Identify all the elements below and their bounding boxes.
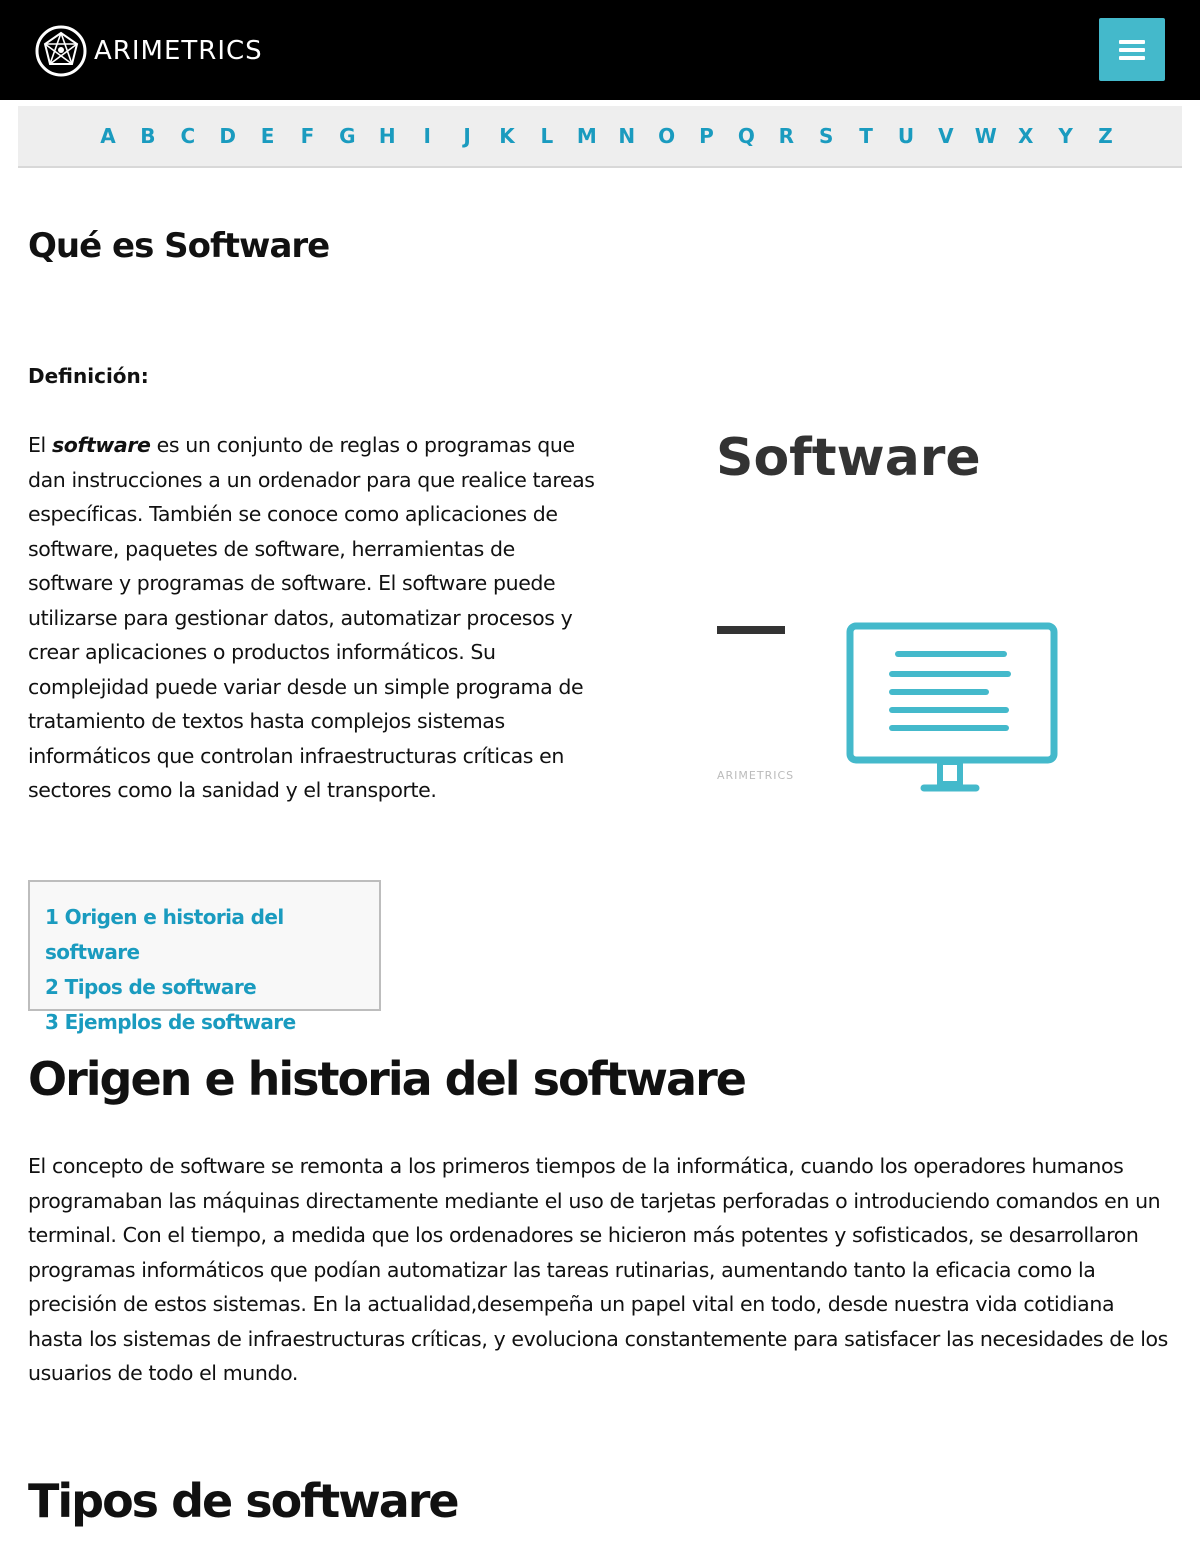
table-of-contents bbox=[28, 880, 381, 1034]
toc-link-origen[interactable]: 1 Origen e historia del software bbox=[45, 905, 284, 964]
alphabet-letter-y[interactable]: Y bbox=[1058, 124, 1073, 148]
alphabet-letter-g[interactable]: G bbox=[339, 124, 356, 148]
alphabet-letter-q[interactable]: Q bbox=[737, 124, 755, 148]
hamburger-menu-icon bbox=[1119, 36, 1145, 64]
brand-name: ARIMETRICS bbox=[94, 36, 263, 66]
alphabet-letter-e[interactable]: E bbox=[260, 124, 275, 148]
alphabet-letter-r[interactable]: R bbox=[778, 124, 794, 148]
alphabet-letter-f[interactable]: F bbox=[300, 124, 315, 148]
alphabet-letter-c[interactable]: C bbox=[180, 124, 196, 148]
alphabet-letter-v[interactable]: V bbox=[938, 124, 954, 148]
page-title: Qué es Software bbox=[28, 226, 330, 266]
top-navigation-bar bbox=[0, 0, 1200, 100]
toc-link-tipos[interactable]: 2 Tipos de software bbox=[45, 975, 257, 999]
featured-image-brand: ARIMETRICS bbox=[717, 769, 795, 782]
brand-logo[interactable] bbox=[34, 24, 263, 78]
arimetrics-logo-icon bbox=[34, 24, 88, 78]
alphabet-letter-x[interactable]: X bbox=[1017, 124, 1034, 148]
alphabet-letter-o[interactable]: O bbox=[658, 124, 676, 148]
monitor-icon bbox=[846, 622, 1058, 798]
alphabet-letter-t[interactable]: T bbox=[859, 124, 873, 148]
alphabet-letter-w[interactable]: W bbox=[974, 124, 997, 148]
alphabet-letter-d[interactable]: D bbox=[219, 124, 236, 148]
section-heading-origen: Origen e historia del software bbox=[28, 1052, 745, 1106]
alphabet-letter-i[interactable]: I bbox=[423, 124, 431, 148]
alphabet-letter-h[interactable]: H bbox=[378, 124, 396, 148]
alphabet-letter-l[interactable]: L bbox=[540, 124, 554, 148]
toc-link-ejemplos[interactable]: 3 Ejemplos de software bbox=[45, 1010, 296, 1034]
intro-emphasis: software bbox=[51, 433, 151, 457]
alphabet-letter-p[interactable]: P bbox=[699, 124, 714, 148]
alphabet-index bbox=[18, 106, 1182, 168]
featured-image-word: Software bbox=[716, 428, 981, 488]
intro-paragraph bbox=[28, 428, 603, 808]
definition-label: Definición: bbox=[28, 364, 149, 388]
section-heading-tipos: Tipos de software bbox=[28, 1474, 458, 1528]
alphabet-letter-s[interactable]: S bbox=[818, 124, 834, 148]
alphabet-letter-k[interactable]: K bbox=[499, 124, 515, 148]
alphabet-letter-m[interactable]: M bbox=[576, 124, 597, 148]
intro-text: es un conjunto de reglas o programas que dan instrucciones a un ordenador para que realice tareas específicas. También se conoce como aplicaciones de software, paquetes de software, herramientas de software y programas de software. El software puede utilizarse para gestionar datos, automatizar procesos y crear aplicaciones o productos informáticos. Su complejidad puede variar desde un simple programa de tratamiento de textos hasta complejos sistemas informáticos que controlan infraestructuras críticas en sectores como la sanidad y el transporte. bbox=[28, 433, 595, 802]
featured-image-dash bbox=[717, 626, 785, 634]
alphabet-letter-z[interactable]: Z bbox=[1098, 124, 1113, 148]
alphabet-letter-j[interactable]: J bbox=[463, 124, 471, 148]
alphabet-letter-u[interactable]: U bbox=[897, 124, 915, 148]
intro-prefix: El bbox=[28, 433, 52, 457]
alphabet-letter-n[interactable]: N bbox=[618, 124, 636, 148]
featured-image bbox=[700, 410, 1080, 800]
alphabet-letter-b[interactable]: B bbox=[140, 124, 156, 148]
menu-button[interactable] bbox=[1099, 18, 1165, 81]
alphabet-letter-a[interactable]: A bbox=[100, 124, 116, 148]
section-body-origen: El concepto de software se remonta a los primeros tiempos de la informática, cuando los operadores humanos programaban las máquinas directamente mediante el uso de tarjetas perforadas o introduciendo comandos en un terminal. Con el tiempo, a medida que los ordenadores se hicieron más potentes y sofisticados, se desarrollaron programas informáticos que podían automatizar las tareas rutinarias, aumentando tanto la eficacia como la precisión de estos sistemas. En la actualidad,desempeña un papel vital en todo, desde nuestra vida cotidiana hasta los sistemas de infraestructuras críticas, y evoluciona constantemente para satisfacer las necesidades de los usuarios de todo el mundo. bbox=[28, 1154, 1168, 1385]
